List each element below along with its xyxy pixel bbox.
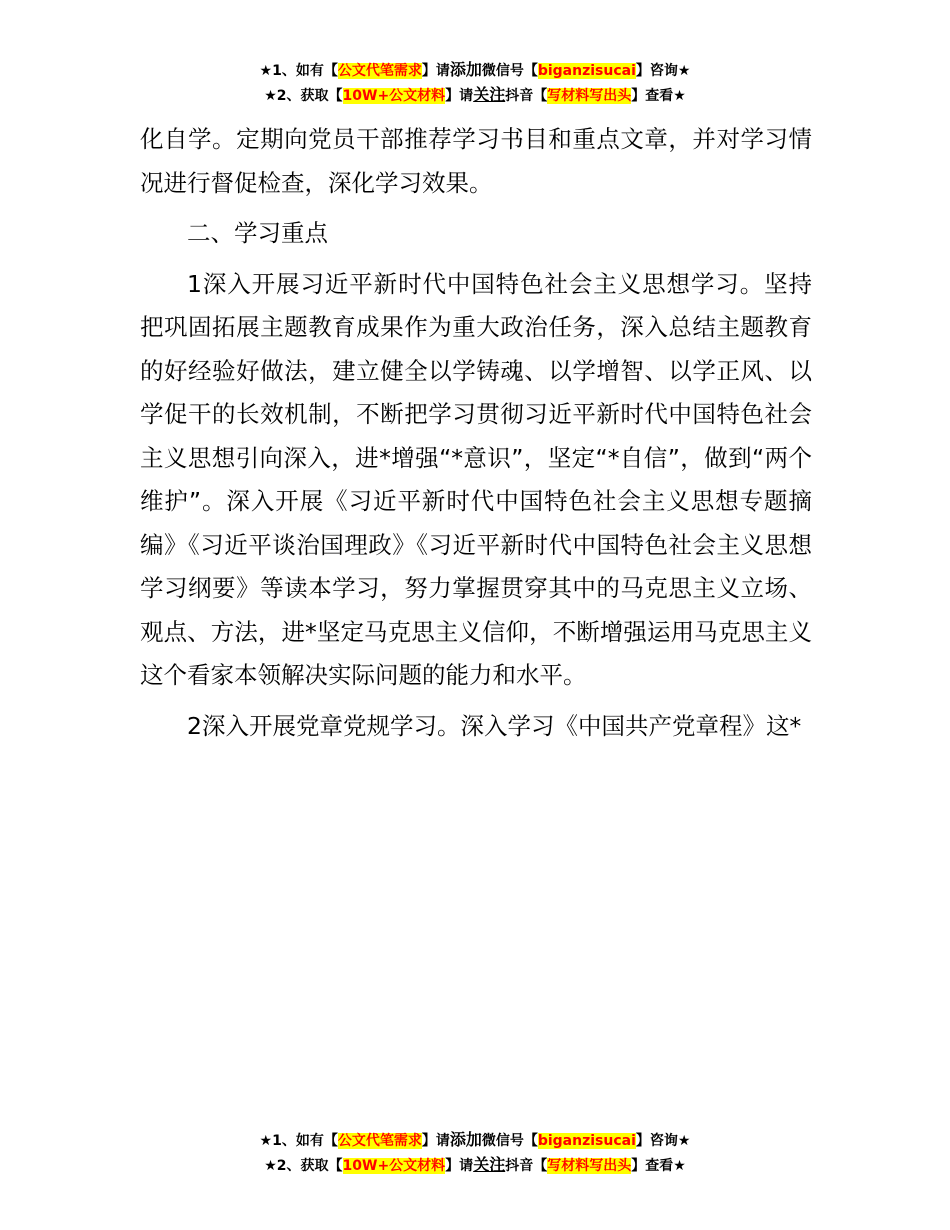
banner-text: 】咨询★ — [635, 1133, 691, 1149]
banner-line-1 — [0, 58, 950, 83]
banner-emphasis: 关注 — [473, 85, 506, 104]
banner-text: 】请 — [445, 1158, 474, 1174]
banner-text: ★2、获取【 — [264, 1158, 343, 1174]
paragraph: 化自学。定期向党员干部推荐学习书目和重点文章，并对学习情况进行督促检查，深化学习效果。 — [140, 125, 812, 197]
highlight-wechat-id: biganzisucai — [537, 63, 636, 79]
document-body — [140, 118, 812, 748]
highlight-materials: 10W+公文材料 — [342, 88, 446, 104]
highlight-materials: 10W+公文材料 — [342, 1158, 446, 1174]
banner-text: 】查看★ — [631, 1158, 686, 1174]
highlight-douyin: 写材料写出头 — [547, 88, 632, 104]
paragraph: 2深入开展党章党规学习。深入学习《中国共产党章程》这* — [187, 711, 802, 740]
banner-line-1 — [0, 1128, 950, 1153]
banner-text: ★2、获取【 — [264, 88, 343, 104]
highlight-service: 公文代笔需求 — [337, 63, 422, 79]
highlight-service: 公文代笔需求 — [337, 1133, 422, 1149]
banner-text: 】请 — [421, 1133, 450, 1149]
banner-emphasis: 添加 — [449, 60, 482, 79]
banner-text: ★1、如有【 — [259, 1133, 338, 1149]
banner-text: 】查看★ — [631, 88, 686, 104]
banner-emphasis: 添加 — [449, 1130, 482, 1149]
banner-text: 微信号【 — [481, 63, 538, 79]
banner-text: ★1、如有【 — [259, 63, 338, 79]
header-banner — [0, 58, 950, 108]
paragraph: 1深入开展习近平新时代中国特色社会主义思想学习。坚持把巩固拓展主题教育成果作为重大政治任务，深入总结主题教育的好经验好做法，建立健全以学铸魂、以学增智、以学正风、以学促干的长效机制，不断把学习贯彻习近平新时代中国特色社会主义思想引向深入，进*增强“*意识”，坚定“*自信”，做到“两个维护”。深入开展《习近平新时代中国特色社会主义思想专题摘编》《习近平谈治国理政》《习近平新时代中国特色社会主义思想学习纲要》等读本学习，努力掌握贯穿其中的马克思主义立场、观点、方法，进*坚定马克思主义信仰，不断增强运用马克思主义这个看家本领解决实际问题的能力和水平。 — [140, 269, 812, 689]
banner-text: 抖音【 — [505, 88, 548, 104]
banner-line-2 — [0, 1153, 950, 1178]
highlight-douyin: 写材料写出头 — [547, 1158, 632, 1174]
section-heading: 二、学习重点 — [187, 219, 328, 247]
banner-text: 】咨询★ — [635, 63, 691, 79]
banner-text: 】请 — [421, 63, 450, 79]
banner-emphasis: 关注 — [473, 1155, 506, 1174]
banner-text: 抖音【 — [505, 1158, 548, 1174]
footer-banner — [0, 1128, 950, 1178]
banner-text: 微信号【 — [481, 1133, 538, 1149]
banner-text: 】请 — [445, 88, 474, 104]
highlight-wechat-id: biganzisucai — [537, 1133, 636, 1149]
banner-line-2 — [0, 83, 950, 108]
